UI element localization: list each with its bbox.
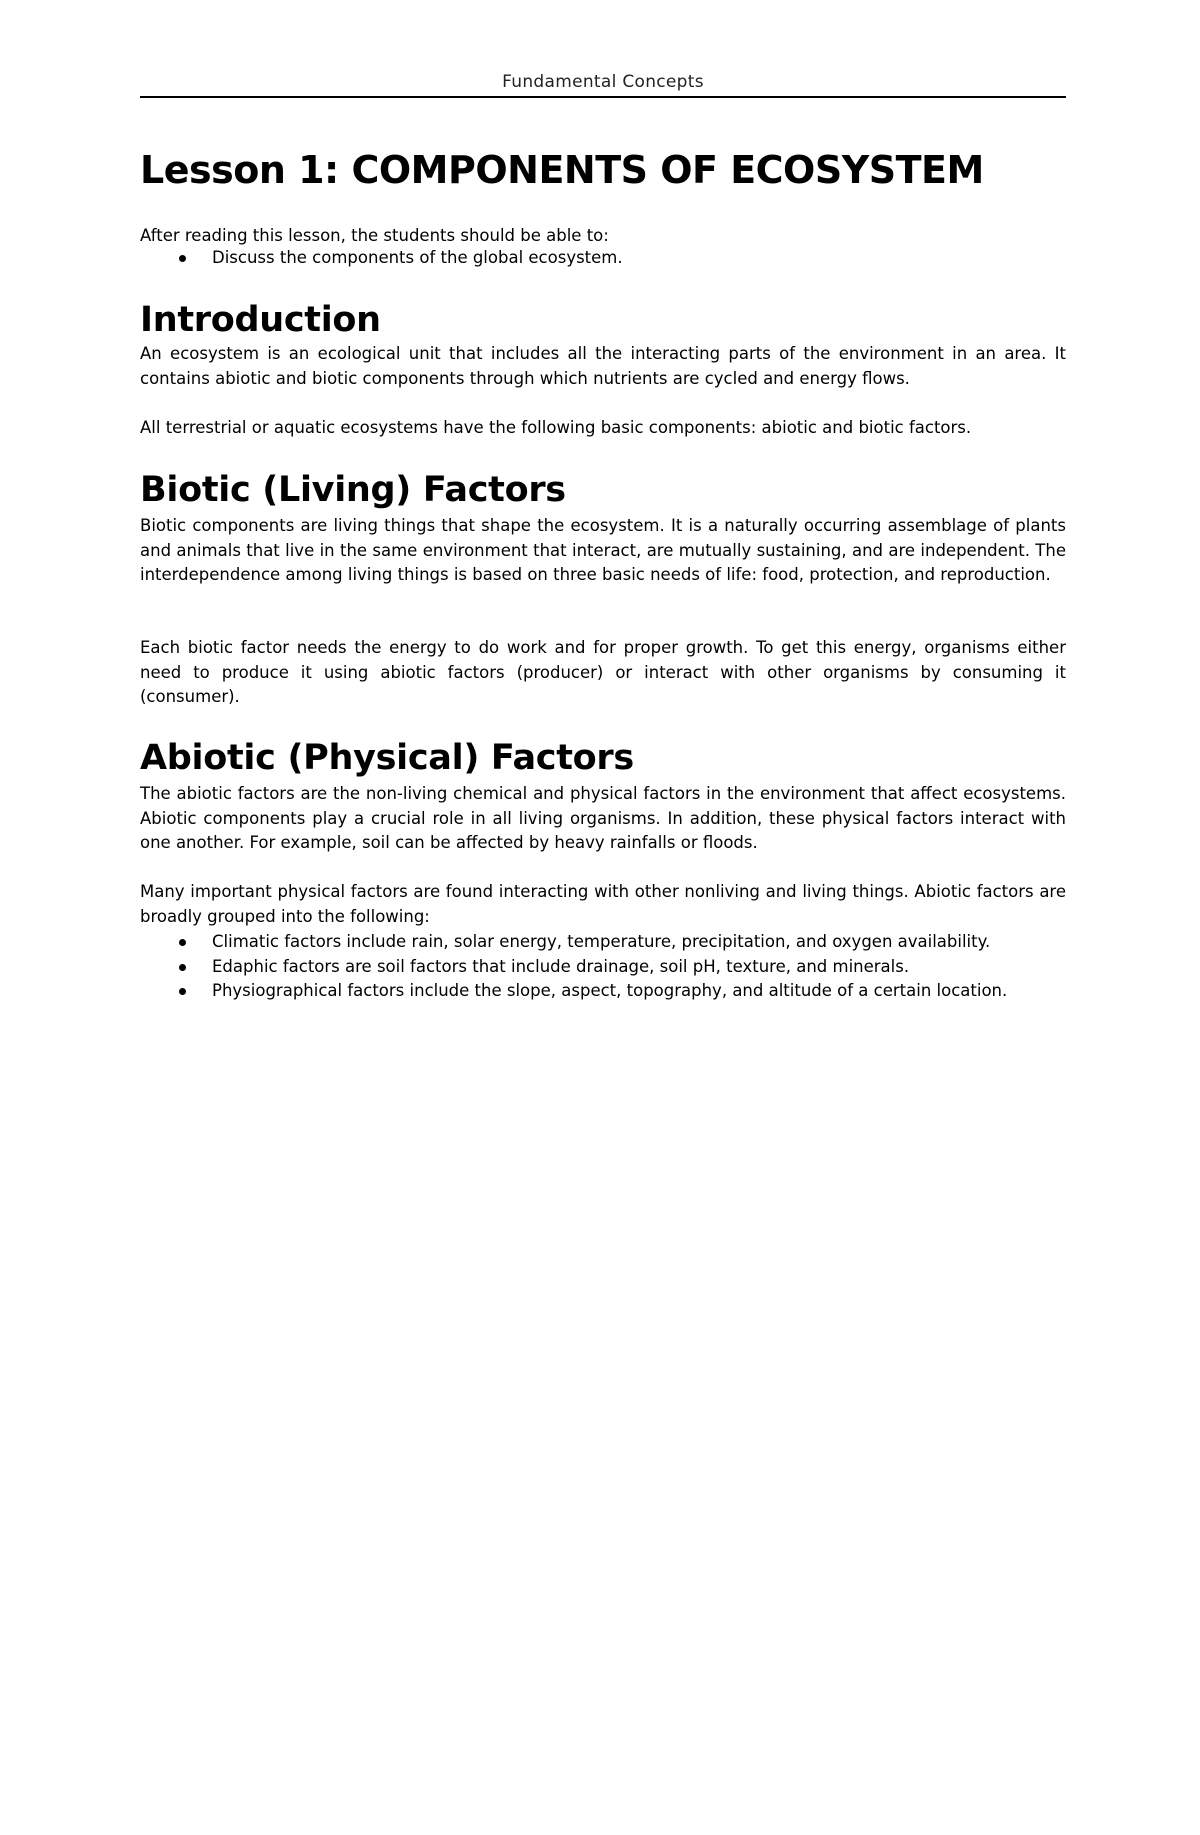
header-rule	[140, 96, 1066, 98]
section-heading-introduction: Introduction	[140, 300, 381, 340]
paragraph: Many important physical factors are found interacting with other nonliving and living things. Abiotic factors are broadly grouped into the following:	[140, 882, 1066, 926]
list-item	[140, 930, 1066, 955]
factor-text: Edaphic factors are soil factors that include drainage, soil pH, texture, and minerals.	[212, 956, 910, 976]
paragraph: Biotic components are living things that shape the ecosystem. It is a naturally occurring assemblage of plants and animals that live in the same environment that interact, are mutually sustaining, and are independent. The interdependence among living things is based on three basic needs of life: food, protection, and reproduction.	[140, 516, 1066, 584]
objectives-intro: After reading this lesson, the students should be able to:	[140, 226, 609, 245]
abiotic-factors-list	[140, 930, 1066, 1004]
paragraph: An ecosystem is an ecological unit that includes all the interacting parts of the environment in an area. It contains abiotic and biotic components through which nutrients are cycled and energy flows.	[140, 344, 1066, 388]
paragraph: All terrestrial or aquatic ecosystems have the following basic components: abiotic and biotic factors.	[140, 418, 972, 437]
paragraph: The abiotic factors are the non-living chemical and physical factors in the environment that affect ecosystems. Abiotic components play a crucial role in all living organisms. In addition, these physical factors interact with one another. For example, soil can be affected by heavy rainfalls or floods.	[140, 784, 1066, 852]
paragraph: Each biotic factor needs the energy to do work and for proper growth. To get this energy, organisms either need to produce it using abiotic factors (producer) or interact with other organisms by consuming it (consumer).	[140, 638, 1066, 706]
section-heading-abiotic-factors: Abiotic (Physical) Factors	[140, 738, 634, 778]
bullet-icon	[179, 939, 186, 946]
list-item	[140, 246, 1066, 271]
list-item	[140, 979, 1066, 1004]
factor-text: Physiographical factors include the slope, aspect, topography, and altitude of a certain location.	[212, 981, 1008, 1000]
objective-text: Discuss the components of the global ecosystem.	[212, 248, 623, 267]
running-header: Fundamental Concepts	[502, 72, 704, 92]
objectives-list	[140, 246, 1066, 271]
bullet-icon	[179, 964, 186, 971]
lesson-title: Lesson 1: COMPONENTS OF ECOSYSTEM	[140, 148, 984, 192]
factor-text: Climatic factors include rain, solar energy, temperature, precipitation, and oxygen availability.	[212, 932, 991, 951]
bullet-icon	[179, 255, 186, 262]
list-item	[140, 955, 1066, 980]
bullet-icon	[179, 988, 186, 995]
section-heading-biotic-factors: Biotic (Living) Factors	[140, 470, 566, 510]
